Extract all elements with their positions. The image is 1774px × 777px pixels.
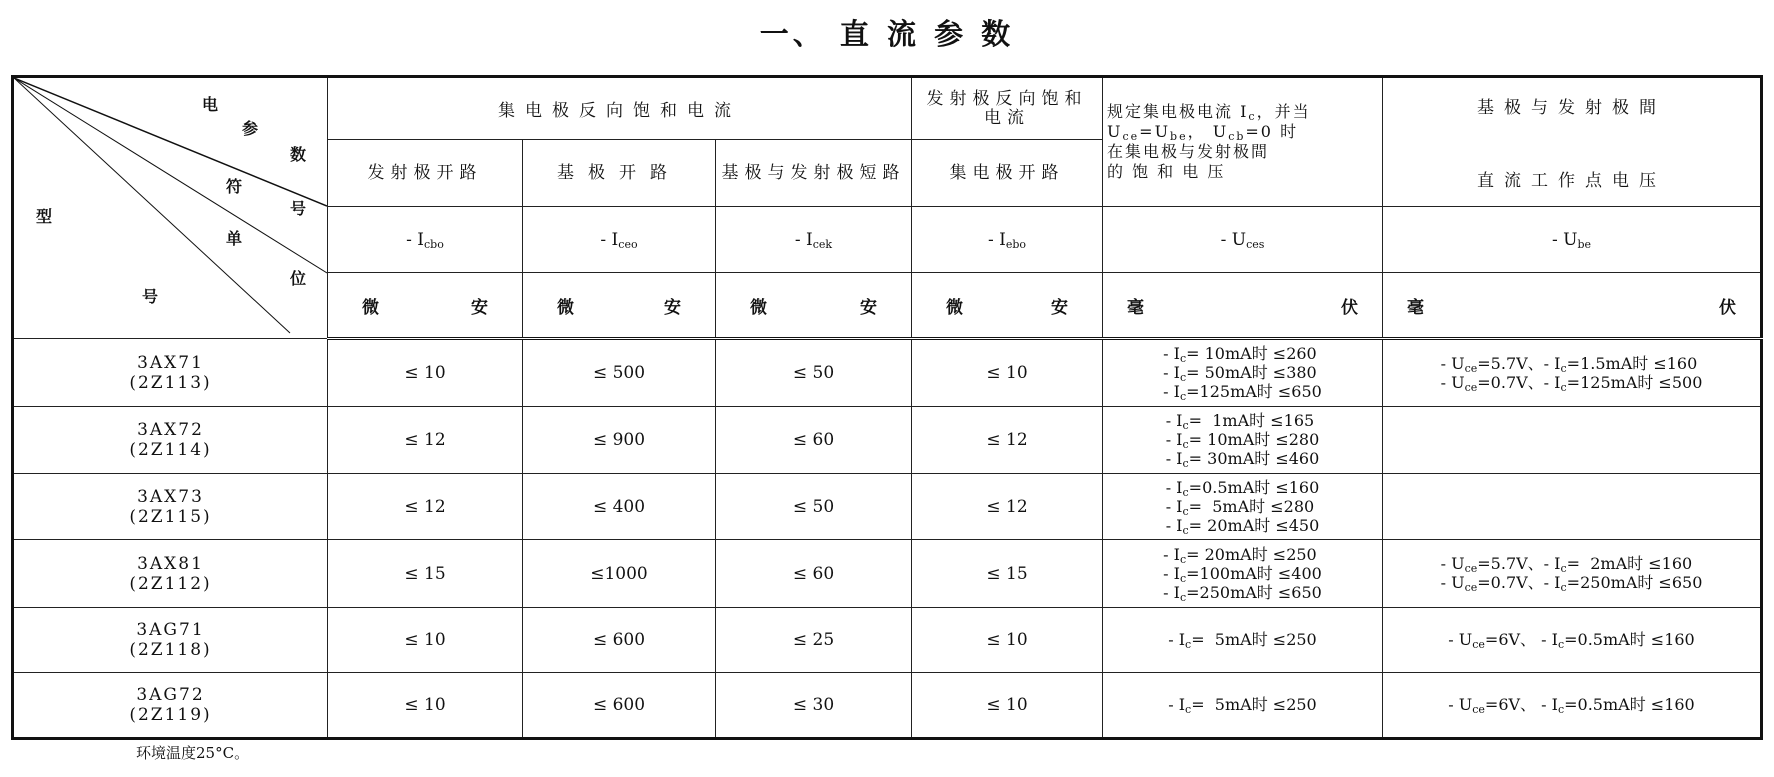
subscript: c bbox=[1182, 504, 1189, 518]
unit-char: 微 bbox=[557, 297, 574, 318]
formula-text: - I bbox=[1165, 411, 1183, 430]
unit-char: 安 bbox=[860, 297, 877, 318]
formula-line bbox=[1441, 373, 1703, 392]
model-alt-name: (2Z119) bbox=[129, 705, 212, 725]
diag-label: 单 bbox=[226, 229, 243, 248]
unit-char: 伏 bbox=[1341, 297, 1358, 318]
unit-char: 安 bbox=[664, 297, 681, 318]
formula-text: =5.7V、- I bbox=[1477, 353, 1561, 373]
icbo-value: ≤ 12 bbox=[328, 474, 523, 540]
formula-line bbox=[1163, 382, 1322, 401]
saturation-desc-line bbox=[1107, 122, 1378, 142]
icek-value: ≤ 50 bbox=[716, 339, 912, 407]
formula-text: = 5mA时 ≤250 bbox=[1191, 695, 1317, 714]
subscript: ceo bbox=[618, 237, 638, 251]
iebo-value: ≤ 10 bbox=[912, 673, 1103, 739]
uces-value bbox=[1103, 608, 1383, 673]
formula-text: =0.5mA时 ≤160 bbox=[1564, 630, 1695, 649]
subscript: c bbox=[1182, 419, 1189, 432]
formula-text: - U bbox=[1448, 695, 1473, 714]
uces-value bbox=[1103, 540, 1383, 608]
iebo-value: ≤ 10 bbox=[912, 608, 1103, 673]
subscript: ce bbox=[1464, 562, 1478, 575]
formula-text: =6V、 - I bbox=[1484, 630, 1558, 649]
formula-line bbox=[1448, 695, 1695, 714]
formula-text: =0.7V、- I bbox=[1477, 573, 1561, 592]
formula-text: =125mA时 ≤650 bbox=[1186, 382, 1322, 401]
formula-text: = 5mA时 ≤280 bbox=[1188, 496, 1315, 516]
formula-text: ， U bbox=[1187, 122, 1229, 141]
uces-value bbox=[1103, 407, 1383, 474]
diag-label: 符 bbox=[226, 177, 243, 196]
diag-label: 号 bbox=[142, 287, 159, 306]
symbol-cell bbox=[328, 207, 523, 273]
table-row bbox=[13, 673, 1762, 739]
saturation-desc-line bbox=[1107, 142, 1378, 162]
formula-line bbox=[1166, 411, 1320, 430]
diagonal-header-cell bbox=[13, 77, 328, 339]
uces-value bbox=[1103, 339, 1383, 407]
unit-char: 微 bbox=[362, 297, 379, 318]
formula-line bbox=[1163, 344, 1322, 363]
saturation-desc-line bbox=[1107, 102, 1378, 122]
model-name: 3AG72 bbox=[136, 685, 205, 705]
subscript: ces bbox=[1246, 237, 1265, 251]
icek-value: ≤ 30 bbox=[716, 673, 912, 739]
subscript: ce bbox=[1464, 361, 1478, 375]
uces-lines bbox=[1163, 545, 1322, 602]
formula-text: = 2mA时 ≤160 bbox=[1566, 554, 1693, 573]
formula-text: = 10mA时 ≤260 bbox=[1186, 344, 1317, 363]
model-alt-name: (2Z115) bbox=[129, 506, 212, 527]
subscript: ce bbox=[1464, 581, 1478, 594]
formula-text: =250mA时 ≤650 bbox=[1566, 573, 1703, 592]
collector-open-header: 集电极开路 bbox=[912, 140, 1103, 207]
iceo-value: ≤ 600 bbox=[523, 673, 716, 739]
subscript: c bbox=[1185, 703, 1192, 716]
unit-cell bbox=[523, 273, 716, 339]
formula-text: - I bbox=[1163, 544, 1180, 564]
subscript: c bbox=[1179, 552, 1187, 566]
ube-value bbox=[1383, 339, 1762, 407]
formula-text: 在集电极与发射极間 bbox=[1107, 142, 1270, 161]
ube-value bbox=[1383, 608, 1762, 673]
subscript: cb bbox=[1228, 130, 1246, 143]
formula-text: - U bbox=[1448, 630, 1473, 649]
ube-lines bbox=[1441, 554, 1703, 592]
ube-value bbox=[1383, 474, 1762, 540]
unit-char: 安 bbox=[471, 297, 488, 318]
diagonal-lines bbox=[14, 78, 328, 339]
formula-line bbox=[1163, 564, 1322, 583]
base-emitter-short-header: 基极与发射极短路 bbox=[716, 140, 912, 207]
formula-text: - I bbox=[1163, 344, 1180, 363]
dc-parameters-table bbox=[11, 75, 1763, 740]
formula-text: = 20mA时 ≤250 bbox=[1186, 544, 1317, 564]
icbo-value: ≤ 15 bbox=[328, 540, 523, 608]
iceo-value: ≤ 900 bbox=[523, 407, 716, 474]
icek-value: ≤ 50 bbox=[716, 474, 912, 540]
symbol-cell bbox=[716, 207, 912, 273]
formula-line bbox=[1448, 630, 1695, 649]
icbo-value: ≤ 10 bbox=[328, 608, 523, 673]
ube-value bbox=[1383, 540, 1762, 608]
subscript: ce bbox=[1472, 638, 1485, 651]
formula-text: ，并当 bbox=[1256, 102, 1311, 121]
diag-label: 电 bbox=[202, 95, 219, 114]
subscript: c bbox=[1179, 371, 1187, 384]
base-emitter-line1: 基极与发射极間 bbox=[1477, 98, 1666, 118]
unit-char: 毫 bbox=[1407, 297, 1424, 318]
formula-text: - U bbox=[1440, 372, 1465, 392]
uces-value bbox=[1103, 474, 1383, 540]
unit-cell bbox=[912, 273, 1103, 339]
model-cell bbox=[13, 339, 328, 407]
formula-text: - I bbox=[1168, 695, 1186, 714]
subscript: c bbox=[1185, 638, 1192, 651]
ube-value bbox=[1383, 673, 1762, 739]
model-alt-name: (2Z112) bbox=[129, 573, 212, 594]
base-emitter-line2: 直流工作点电压 bbox=[1477, 171, 1666, 191]
table-row bbox=[13, 407, 1762, 474]
diag-label: 位 bbox=[290, 269, 307, 288]
subscript: c bbox=[1560, 380, 1567, 394]
formula-text: - I bbox=[1165, 496, 1183, 516]
subscript: be bbox=[1170, 130, 1188, 143]
formula-line bbox=[1166, 497, 1320, 516]
subscript: ebo bbox=[1005, 237, 1027, 251]
unit-char: 微 bbox=[946, 297, 963, 318]
subscript: cek bbox=[812, 237, 833, 251]
formula-line bbox=[1163, 363, 1322, 382]
symbol-cell bbox=[912, 207, 1103, 273]
formula-text: =0 时 bbox=[1245, 122, 1299, 141]
subscript: c bbox=[1179, 390, 1187, 403]
subscript: c bbox=[1182, 485, 1189, 499]
iebo-value: ≤ 10 bbox=[912, 339, 1103, 407]
iceo-value: ≤ 600 bbox=[523, 608, 716, 673]
ube-lines bbox=[1441, 354, 1703, 392]
formula-text: =0.5mA时 ≤160 bbox=[1564, 695, 1695, 714]
emitter-open-header: 发射极开路 bbox=[328, 140, 523, 207]
symbol-cell bbox=[523, 207, 716, 273]
subscript: c bbox=[1560, 581, 1567, 594]
formula-text: = 5mA时 ≤250 bbox=[1191, 630, 1317, 649]
model-cell bbox=[13, 673, 328, 739]
unit-label bbox=[332, 293, 518, 318]
formula-text: - I bbox=[1165, 449, 1183, 468]
ube-lines bbox=[1448, 630, 1695, 649]
formula-text: =5.7V、- I bbox=[1477, 554, 1561, 573]
unit-label bbox=[527, 293, 711, 318]
model-name: 3AG71 bbox=[136, 620, 205, 640]
uces-lines bbox=[1168, 695, 1317, 714]
formula-text: - I bbox=[1168, 630, 1186, 649]
formula-text: - I bbox=[1165, 430, 1183, 449]
unit-cell bbox=[1383, 273, 1762, 339]
uces-lines bbox=[1163, 344, 1322, 401]
icek-value: ≤ 60 bbox=[716, 407, 912, 474]
subscript: ce bbox=[1464, 380, 1478, 394]
subscript: c bbox=[1179, 590, 1187, 604]
model-cell bbox=[13, 540, 328, 608]
table-wrapper bbox=[11, 75, 1763, 762]
model-cell bbox=[13, 407, 328, 474]
formula-text: =0.5mA时 ≤160 bbox=[1188, 477, 1320, 497]
saturation-desc-line bbox=[1107, 162, 1378, 182]
model-name: 3AX81 bbox=[137, 553, 204, 574]
uces-lines bbox=[1168, 630, 1317, 649]
formula-text: - I bbox=[1163, 563, 1180, 583]
diag-label: 数 bbox=[290, 145, 307, 164]
subscript: ce bbox=[1122, 130, 1140, 143]
formula-text: - U bbox=[1220, 229, 1247, 250]
subscript: c bbox=[1182, 457, 1189, 470]
subscript: be bbox=[1577, 237, 1592, 251]
formula-line bbox=[1166, 478, 1320, 497]
unit-label bbox=[916, 293, 1098, 318]
formula-text: - U bbox=[1440, 554, 1465, 573]
table-row bbox=[13, 474, 1762, 540]
unit-cell bbox=[716, 273, 912, 339]
unit-label bbox=[720, 293, 907, 318]
model-name: 3AX72 bbox=[137, 420, 204, 440]
unit-char: 安 bbox=[1051, 297, 1068, 318]
formula-text: 的 饱 和 电 压 bbox=[1107, 162, 1226, 181]
iebo-value: ≤ 12 bbox=[912, 407, 1103, 474]
page-title: 一、 直 流 参 数 bbox=[759, 17, 1015, 51]
subscript: c bbox=[1557, 703, 1565, 716]
icbo-value: ≤ 12 bbox=[328, 407, 523, 474]
formula-text: = 50mA时 ≤380 bbox=[1186, 363, 1317, 382]
formula-line bbox=[1166, 430, 1320, 449]
emitter-reverse-header: 发射极反向饱和电流 bbox=[912, 77, 1103, 140]
formula-text: = 30mA时 ≤460 bbox=[1188, 449, 1320, 468]
unit-char: 微 bbox=[750, 297, 767, 318]
formula-text: = 1mA时 ≤165 bbox=[1188, 411, 1315, 430]
model-alt-name: (2Z114) bbox=[129, 440, 212, 460]
unit-cell bbox=[1103, 273, 1383, 339]
diag-label: 号 bbox=[290, 199, 307, 218]
iceo-value: ≤ 500 bbox=[523, 339, 716, 407]
base-open-header: 基极开路 bbox=[523, 140, 716, 207]
iebo-value: ≤ 15 bbox=[912, 540, 1103, 608]
subscript: c bbox=[1248, 110, 1257, 123]
subscript: c bbox=[1179, 571, 1187, 585]
table-row bbox=[13, 608, 1762, 673]
subscript: c bbox=[1179, 352, 1187, 365]
model-name: 3AX71 bbox=[137, 352, 204, 373]
icek-value: ≤ 25 bbox=[716, 608, 912, 673]
uces-lines bbox=[1166, 411, 1320, 468]
formula-text: =0.7V、- I bbox=[1477, 372, 1561, 392]
formula-text: - I bbox=[1165, 477, 1183, 497]
symbol-cell bbox=[1103, 207, 1383, 273]
subscript: c bbox=[1560, 562, 1567, 575]
formula-line bbox=[1168, 695, 1317, 714]
iceo-value: ≤1000 bbox=[523, 540, 716, 608]
subscript: ce bbox=[1472, 703, 1485, 716]
formula-text: - I bbox=[600, 229, 619, 250]
footnote: 环境温度25°C。 bbox=[136, 744, 250, 762]
table-row bbox=[13, 540, 1762, 608]
subscript: c bbox=[1182, 438, 1189, 451]
base-emitter-voltage-header bbox=[1383, 77, 1762, 207]
formula-text: - I bbox=[987, 229, 1006, 250]
formula-line bbox=[1441, 573, 1703, 592]
formula-text: - U bbox=[1551, 229, 1578, 250]
formula-text: - U bbox=[1440, 353, 1465, 373]
formula-text: = 10mA时 ≤280 bbox=[1188, 430, 1320, 449]
table-row bbox=[13, 339, 1762, 407]
unit-label bbox=[1387, 293, 1756, 318]
unit-char: 伏 bbox=[1719, 297, 1736, 318]
formula-text: =250mA时 ≤650 bbox=[1186, 582, 1322, 602]
formula-line bbox=[1163, 545, 1322, 564]
icek-value: ≤ 60 bbox=[716, 540, 912, 608]
model-name: 3AX73 bbox=[137, 486, 204, 507]
formula-text: =1.5mA时 ≤160 bbox=[1566, 353, 1698, 373]
subscript: cbo bbox=[424, 237, 444, 251]
diag-label: 参 bbox=[242, 119, 259, 138]
model-alt-name: (2Z118) bbox=[129, 640, 212, 660]
iebo-value: ≤ 12 bbox=[912, 474, 1103, 540]
collector-reverse-header: 集电极反向饱和电流 bbox=[328, 77, 912, 140]
diag-label: 型 bbox=[36, 207, 53, 226]
formula-text: =100mA时 ≤400 bbox=[1186, 563, 1322, 583]
unit-char: 毫 bbox=[1127, 297, 1144, 318]
formula-text: =U bbox=[1139, 122, 1171, 141]
model-alt-name: (2Z113) bbox=[129, 372, 212, 393]
formula-text: =125mA时 ≤500 bbox=[1566, 372, 1703, 392]
formula-line bbox=[1441, 354, 1703, 373]
formula-line bbox=[1166, 516, 1320, 535]
formula-text: 规定集电极电流 I bbox=[1107, 102, 1249, 121]
formula-text: - I bbox=[1163, 382, 1180, 401]
subscript: c bbox=[1182, 523, 1189, 537]
formula-text: U bbox=[1107, 122, 1123, 141]
model-cell bbox=[13, 608, 328, 673]
formula-text: - I bbox=[1165, 515, 1183, 535]
symbol-cell bbox=[1383, 207, 1762, 273]
formula-text: - I bbox=[794, 229, 813, 250]
formula-text: - I bbox=[1163, 582, 1180, 602]
model-cell bbox=[13, 474, 328, 540]
formula-line bbox=[1166, 449, 1320, 468]
uces-lines bbox=[1166, 478, 1320, 535]
formula-text: - I bbox=[1163, 363, 1180, 382]
saturation-voltage-header bbox=[1103, 77, 1383, 207]
formula-line bbox=[1168, 630, 1317, 649]
formula-text: - U bbox=[1440, 573, 1465, 592]
formula-line bbox=[1163, 583, 1322, 602]
ube-value bbox=[1383, 407, 1762, 474]
uces-value bbox=[1103, 673, 1383, 739]
formula-text: = 20mA时 ≤450 bbox=[1188, 515, 1320, 535]
icbo-value: ≤ 10 bbox=[328, 673, 523, 739]
iceo-value: ≤ 400 bbox=[523, 474, 716, 540]
subscript: c bbox=[1557, 638, 1565, 651]
unit-label bbox=[1107, 293, 1378, 318]
icbo-value: ≤ 10 bbox=[328, 339, 523, 407]
unit-cell bbox=[328, 273, 523, 339]
formula-line bbox=[1441, 554, 1703, 573]
formula-text: - I bbox=[406, 229, 425, 250]
ube-lines bbox=[1448, 695, 1695, 714]
formula-text: =6V、 - I bbox=[1484, 695, 1558, 714]
subscript: c bbox=[1560, 361, 1567, 375]
